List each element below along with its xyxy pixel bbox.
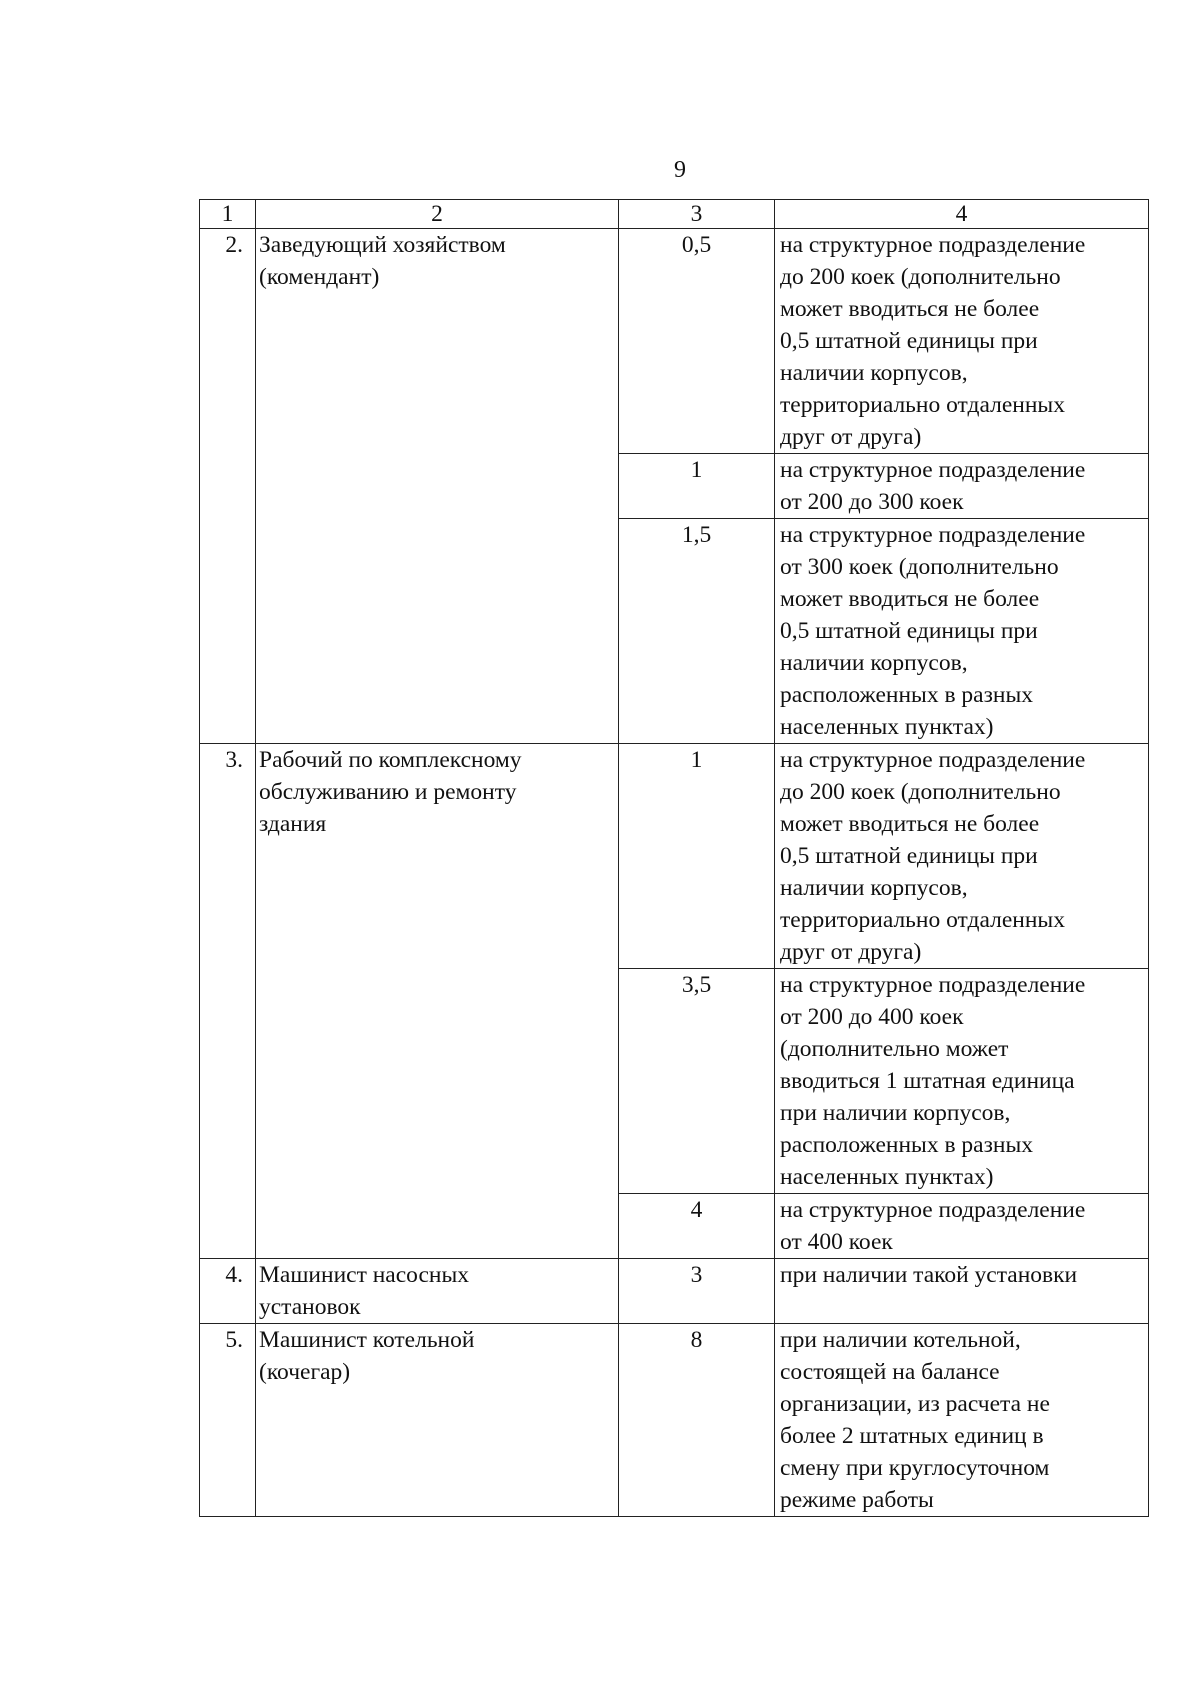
table-row xyxy=(200,744,1149,969)
condition-note: на структурное подразделение от 200 до 400 коек (дополнительно может вводиться 1 штатная единица при наличии корпусов, расположенных в разных населенных пунктах) xyxy=(775,969,1149,1194)
table-header-row xyxy=(200,200,1149,229)
column-header: 1 xyxy=(200,200,256,229)
page-number: 9 xyxy=(674,157,686,183)
condition-note: на структурное подразделение до 200 коек (дополнительно может вводиться не более 0,5 штатной единицы при наличии корпусов, территориально отдаленных друг от друга) xyxy=(775,229,1149,454)
position-name: Машинист насосных установок xyxy=(256,1259,619,1324)
staff-quantity: 8 xyxy=(619,1324,775,1517)
condition-note: на структурное подразделение от 400 коек xyxy=(775,1194,1149,1259)
condition-note: при наличии такой установки xyxy=(775,1259,1149,1324)
staff-quantity: 3,5 xyxy=(619,969,775,1194)
staff-quantity: 3 xyxy=(619,1259,775,1324)
table-row xyxy=(200,1324,1149,1517)
condition-note: на структурное подразделение от 300 коек (дополнительно может вводиться не более 0,5 штатной единицы при наличии корпусов, расположенных в разных населенных пунктах) xyxy=(775,519,1149,744)
staff-quantity: 4 xyxy=(619,1194,775,1259)
staff-quantity: 1 xyxy=(619,744,775,969)
column-header: 4 xyxy=(775,200,1149,229)
row-number: 2. xyxy=(200,229,256,744)
position-name: Рабочий по комплексному обслуживанию и ремонту здания xyxy=(256,744,619,1259)
row-number: 4. xyxy=(200,1259,256,1324)
position-name: Заведующий хозяйством (комендант) xyxy=(256,229,619,744)
staff-quantity: 1,5 xyxy=(619,519,775,744)
row-number: 5. xyxy=(200,1324,256,1517)
column-header: 2 xyxy=(256,200,619,229)
condition-note: при наличии котельной, состоящей на балансе организации, из расчета не более 2 штатных единиц в смену при круглосуточном режиме работы xyxy=(775,1324,1149,1517)
table-row xyxy=(200,1259,1149,1324)
staff-quantity: 0,5 xyxy=(619,229,775,454)
staffing-table xyxy=(199,199,1149,1517)
condition-note: на структурное подразделение от 200 до 300 коек xyxy=(775,454,1149,519)
position-name: Машинист котельной (кочегар) xyxy=(256,1324,619,1517)
condition-note: на структурное подразделение до 200 коек (дополнительно может вводиться не более 0,5 штатной единицы при наличии корпусов, территориально отдаленных друг от друга) xyxy=(775,744,1149,969)
column-header: 3 xyxy=(619,200,775,229)
staff-quantity: 1 xyxy=(619,454,775,519)
table-row xyxy=(200,229,1149,454)
row-number: 3. xyxy=(200,744,256,1259)
